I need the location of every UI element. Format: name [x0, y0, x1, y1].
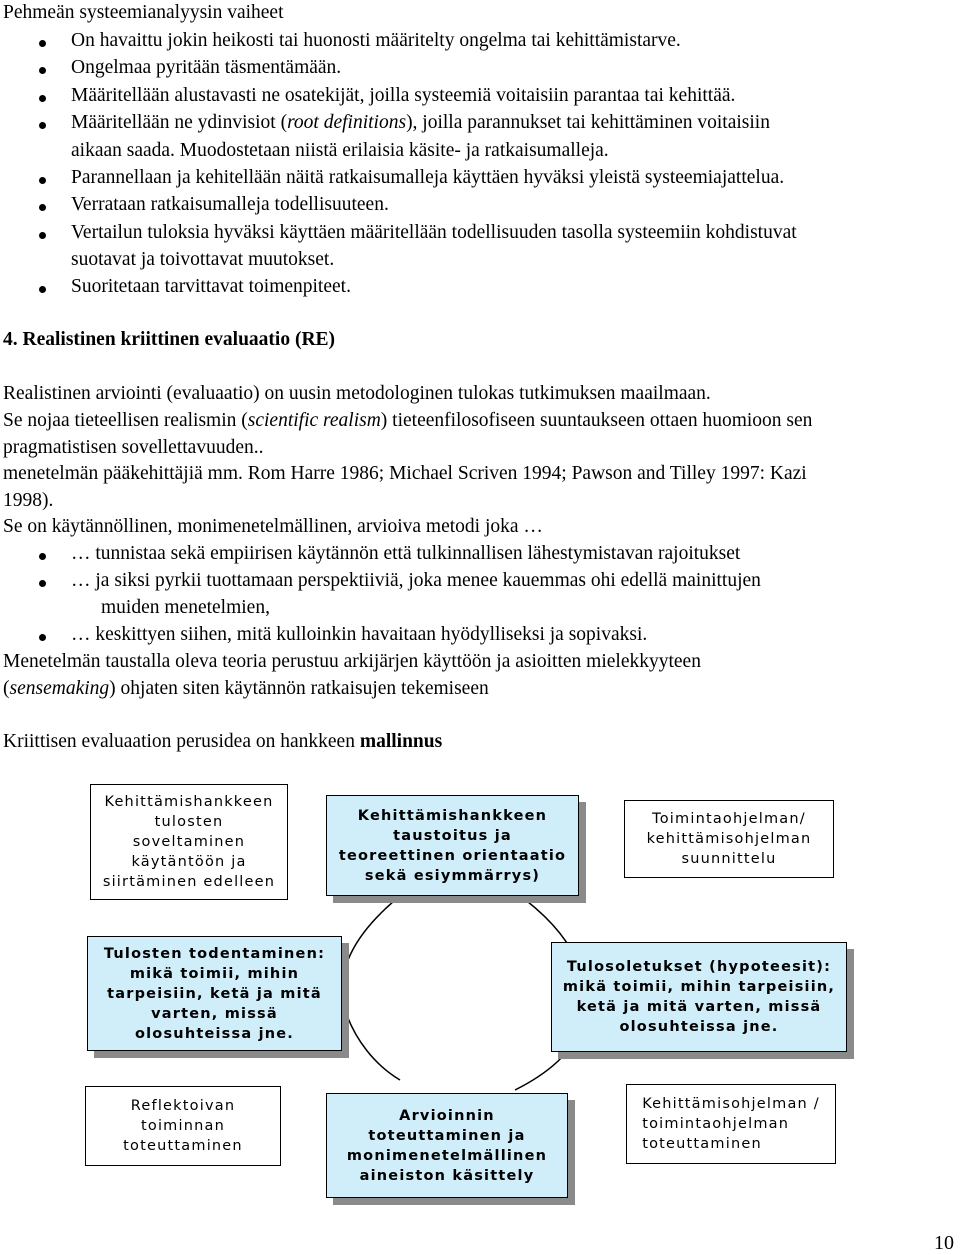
- box-line: ketä ja mitä varten, missä: [576, 999, 822, 1015]
- box-line: olosuhteissa jne.: [619, 1019, 779, 1035]
- list-item: Vertailun tuloksia hyväksi käyttäen määritellään todellisuuden tasolla systeemiin kohdistuvat: [71, 222, 797, 243]
- box-line: Tulosoletukset (hypoteesit):: [566, 959, 832, 975]
- box-line: Toimintaohjelman/: [652, 811, 806, 827]
- diagram-box-bottom-right: [626, 1084, 836, 1164]
- box-line: toteuttaminen: [642, 1136, 762, 1152]
- box-line: siirtäminen edelleen: [102, 874, 276, 890]
- box-line: soveltaminen: [132, 834, 246, 850]
- box-line: mikä toimii, mihin tarpeisiin,: [562, 979, 836, 995]
- box-line: tulosten: [154, 814, 224, 830]
- box-text: [103, 792, 275, 892]
- list-item: Verrataan ratkaisumalleja todellisuuteen.: [71, 194, 389, 215]
- list-item-continuation: muiden menetelmien,: [101, 597, 270, 618]
- box-text: [347, 1106, 547, 1186]
- box-line: suunnittelu: [681, 851, 777, 867]
- box-text: [104, 944, 325, 1044]
- text-segment: ), joilla parannukset tai kehittäminen voitaisiin: [406, 112, 770, 133]
- box-line: Reflektoivan: [130, 1098, 236, 1114]
- box-line: Kehittämishankkeen: [104, 794, 274, 810]
- list-item-continuation: suotavat ja toivottavat muutokset.: [71, 249, 335, 270]
- list-item: Suoritetaan tarvittavat toimenpiteet.: [71, 276, 351, 297]
- paragraph: Realistinen arviointi (evaluaatio) on uusin metodologinen tulokas tutkimuksen maailmaan.: [3, 383, 711, 404]
- box-line: olosuhteissa jne.: [134, 1025, 295, 1042]
- text-segment: Määritellään ne ydinvisiot (: [71, 112, 288, 133]
- box-line: toimintaohjelman: [642, 1116, 790, 1132]
- list-item: … tunnistaa sekä empiirisen käytännön että tulkinnallisen lähestymistavan rajoitukset: [71, 543, 741, 564]
- list-item: … keskittyen siihen, mitä kulloinkin havaitaan hyödylliseksi ja sopivaksi.: [71, 624, 648, 645]
- cycle-arc: [345, 1010, 400, 1080]
- italic-term: scientific realism: [247, 410, 381, 431]
- page-number: 10: [934, 1232, 954, 1254]
- box-line: Arvioinnin: [399, 1107, 495, 1124]
- text-segment: Kriittisen evaluaation perusidea on hankkeen: [3, 731, 360, 752]
- box-text: [123, 1096, 243, 1156]
- box-line: kehittämisohjelman: [646, 831, 812, 847]
- list-item: Määritellään alustavasti ne osatekijät, joilla systeemiä voitaisiin parantaa tai kehittää.: [71, 85, 736, 106]
- diagram-box-mid-left: [87, 936, 342, 1051]
- box-line: taustoitus ja: [393, 827, 512, 844]
- box-line: monimenetelmällinen: [346, 1147, 548, 1164]
- bold-term: mallinnus: [359, 731, 443, 752]
- section-heading: 4. Realistinen kriittinen evaluaatio (RE): [3, 329, 336, 350]
- diagram-box-top-right: [624, 800, 834, 878]
- box-line: varten, missä: [151, 1005, 278, 1022]
- diagram-box-top-left: [90, 784, 288, 900]
- box-line: toiminnan: [140, 1118, 225, 1134]
- list-item: … ja siksi pyrkii tuottamaan perspektiiviä, joka menee kauemmas ohi edellä mainittujen: [71, 570, 761, 591]
- paragraph: Se on käytännöllinen, monimenetelmällinen, arvioiva metodi joka …: [3, 516, 543, 537]
- box-line: teoreettinen orientaatio: [338, 847, 567, 864]
- list-item: On havaittu jokin heikosti tai huonosti määritelty ongelma tai kehittämistarve.: [71, 30, 681, 51]
- text-segment: Se nojaa tieteellisen realismin (: [3, 410, 248, 431]
- diagram-box-top-center: [326, 795, 579, 896]
- box-line: käytäntöön ja: [131, 854, 247, 870]
- box-line: mikä toimii, mihin: [129, 965, 300, 982]
- text-segment: ) ohjaten siten käytännön ratkaisujen tekemiseen: [109, 678, 489, 699]
- box-text: [642, 1094, 820, 1154]
- text-segment: (: [3, 678, 10, 699]
- box-line: Tulosten todentaminen:: [103, 945, 326, 962]
- box-line: toteuttaminen: [123, 1138, 243, 1154]
- box-line: Kehittämisohjelman /: [642, 1096, 820, 1112]
- diagram-box-mid-right: [551, 942, 847, 1052]
- box-text: [647, 809, 812, 869]
- box-line: Kehittämishankkeen: [357, 807, 548, 824]
- box-text: [339, 806, 566, 886]
- cycle-arc: [342, 892, 405, 1010]
- box-line: aineiston käsittely: [359, 1167, 535, 1184]
- paragraph: menetelmän pääkehittäjiä mm. Rom Harre 1986; Michael Scriven 1994; Pawson and Tilley 1997: Kazi: [3, 463, 807, 484]
- italic-term: root definitions: [287, 112, 407, 133]
- diagram-box-bottom-center: [326, 1093, 568, 1198]
- section-title: Pehmeän systeemianalyysin vaiheet: [3, 2, 284, 23]
- list-item: Parannellaan ja kehitellään näitä ratkaisumalleja käyttäen hyväksi yleistä systeemiajattelua.: [71, 167, 785, 188]
- list-item-continuation: aikaan saada. Muodostetaan niistä erilaisia käsite- ja ratkaisumalleja.: [71, 140, 609, 161]
- italic-term: sensemaking: [9, 678, 110, 699]
- paragraph-continuation: 1998).: [3, 490, 54, 511]
- paragraph-continuation: pragmatistisen sovellettavuuden..: [3, 437, 264, 458]
- text-segment: ) tieteenfilosofiseen suuntaukseen ottaen huomioon sen: [380, 410, 813, 431]
- diagram-box-bottom-left: [85, 1086, 281, 1166]
- box-line: tarpeisiin, ketä ja mitä: [107, 985, 322, 1002]
- box-line: sekä esiymmärrys): [364, 867, 541, 884]
- paragraph: Menetelmän taustalla oleva teoria perustuu arkijärjen käyttöön ja asioitten mielekkyyteen: [3, 651, 701, 672]
- box-text: [563, 957, 835, 1037]
- list-item: Ongelmaa pyritään täsmentämään.: [71, 57, 342, 78]
- box-line: toteuttaminen ja: [368, 1127, 526, 1144]
